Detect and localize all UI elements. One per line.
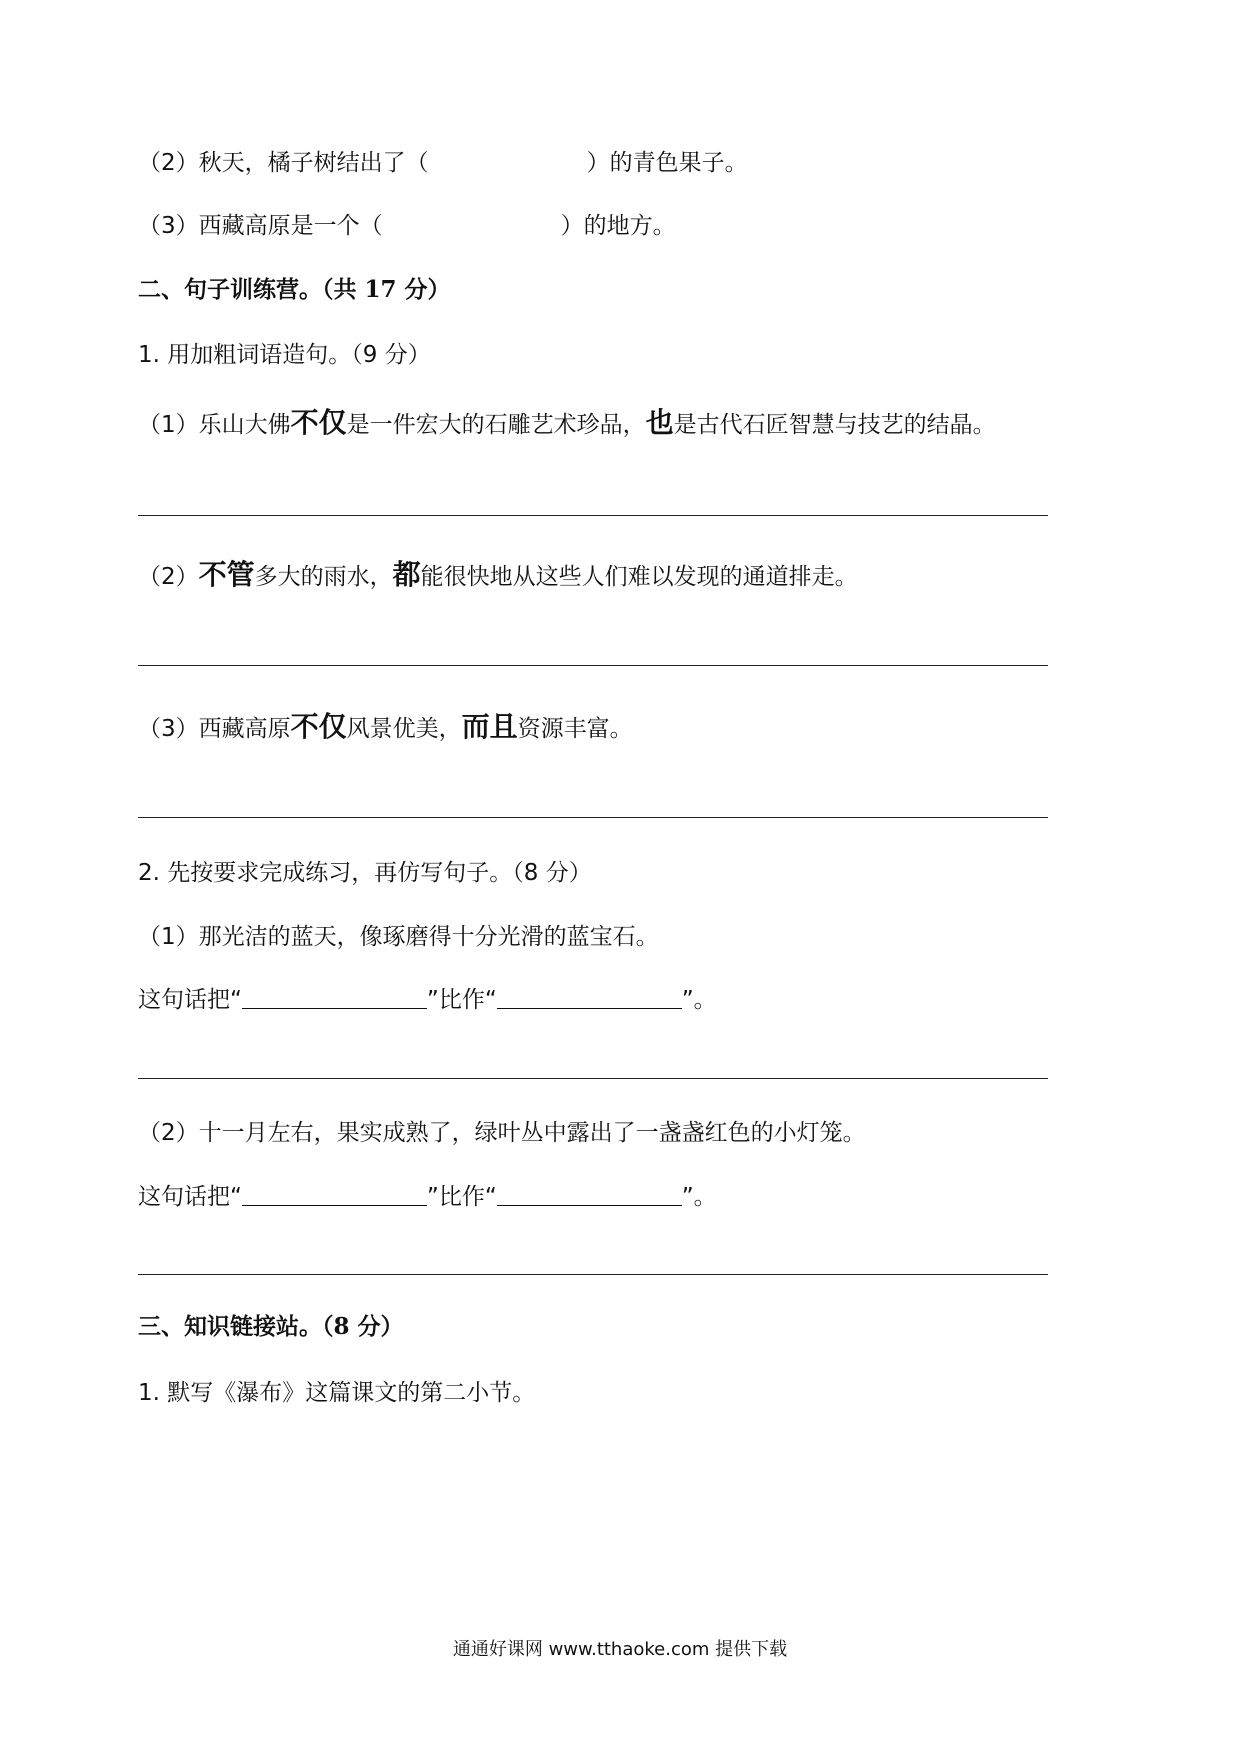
fill-blank[interactable] bbox=[242, 986, 427, 1009]
bold-word: 也 bbox=[645, 406, 674, 439]
compare-line-1 bbox=[138, 985, 717, 1015]
compare-text: 这句话把“ bbox=[138, 1184, 242, 1210]
compare-text: ”。 bbox=[681, 1184, 717, 1210]
sentence-text: 能很快地从这些人们难以发现的通道排走。 bbox=[420, 564, 858, 590]
answer-line[interactable] bbox=[138, 1078, 1048, 1079]
bold-word: 而且 bbox=[461, 710, 518, 743]
sentence-text: （3）西藏高原 bbox=[138, 716, 291, 742]
compare-text: 这句话把“ bbox=[138, 987, 242, 1013]
answer-line[interactable] bbox=[138, 515, 1048, 516]
bold-word: 不仅 bbox=[290, 710, 347, 743]
page-footer: 通通好课网 www.tthaoke.com 提供下载 bbox=[452, 1639, 788, 1660]
q1-item-2 bbox=[138, 148, 748, 178]
fill-blank[interactable] bbox=[497, 986, 682, 1009]
sentence-text: 风景优美， bbox=[346, 716, 462, 742]
section-3-heading: 三、知识链接站。（8 分） bbox=[138, 1313, 404, 1340]
compare-text: ”。 bbox=[681, 987, 717, 1013]
task-3-1-title: 1. 默写《瀑布》这篇课文的第二小节。 bbox=[138, 1380, 536, 1406]
task-2-2-sentence-2: （2）十一月左右，果实成熟了，绿叶丛中露出了一盏盏红色的小灯笼。 bbox=[138, 1120, 866, 1146]
task-2-1-sentence-1 bbox=[138, 408, 996, 440]
sentence-text: 是一件宏大的石雕艺术珍品， bbox=[346, 412, 646, 438]
sentence-text: （2） bbox=[138, 564, 199, 590]
bold-word: 不管 bbox=[198, 558, 255, 591]
q1-item-3-before: （3）西藏高原是一个（ bbox=[138, 213, 383, 239]
bold-word: 都 bbox=[392, 558, 421, 591]
sentence-text: 资源丰富。 bbox=[517, 716, 633, 742]
task-2-1-title: 1. 用加粗词语造句。（9 分） bbox=[138, 342, 431, 368]
answer-line[interactable] bbox=[138, 665, 1048, 666]
task-2-2-sentence-1: （1）那光洁的蓝天，像琢磨得十分光滑的蓝宝石。 bbox=[138, 924, 659, 950]
fill-blank[interactable] bbox=[242, 1183, 427, 1206]
q1-item-2-after: ）的青色果子。 bbox=[586, 150, 748, 176]
bold-word: 不仅 bbox=[290, 406, 347, 439]
compare-text: ”比作“ bbox=[426, 987, 497, 1013]
task-2-2-title: 2. 先按要求完成练习，再仿写句子。（8 分） bbox=[138, 860, 592, 886]
q1-item-2-before: （2）秋天，橘子树结出了（ bbox=[138, 150, 429, 176]
fill-blank[interactable] bbox=[497, 1183, 682, 1206]
compare-text: ”比作“ bbox=[426, 1184, 497, 1210]
task-2-1-sentence-2 bbox=[138, 560, 858, 592]
section-2-heading: 二、句子训练营。（共 17 分） bbox=[138, 276, 451, 303]
sentence-text: 多大的雨水， bbox=[254, 564, 393, 590]
q1-item-3 bbox=[138, 211, 676, 241]
answer-line[interactable] bbox=[138, 1274, 1048, 1275]
sentence-text: （1）乐山大佛 bbox=[138, 412, 291, 438]
compare-line-2 bbox=[138, 1182, 717, 1212]
sentence-text: 是古代石匠智慧与技艺的结晶。 bbox=[673, 412, 996, 438]
q1-item-3-after: ）的地方。 bbox=[560, 213, 676, 239]
answer-line[interactable] bbox=[138, 817, 1048, 818]
task-2-1-sentence-3 bbox=[138, 712, 633, 744]
